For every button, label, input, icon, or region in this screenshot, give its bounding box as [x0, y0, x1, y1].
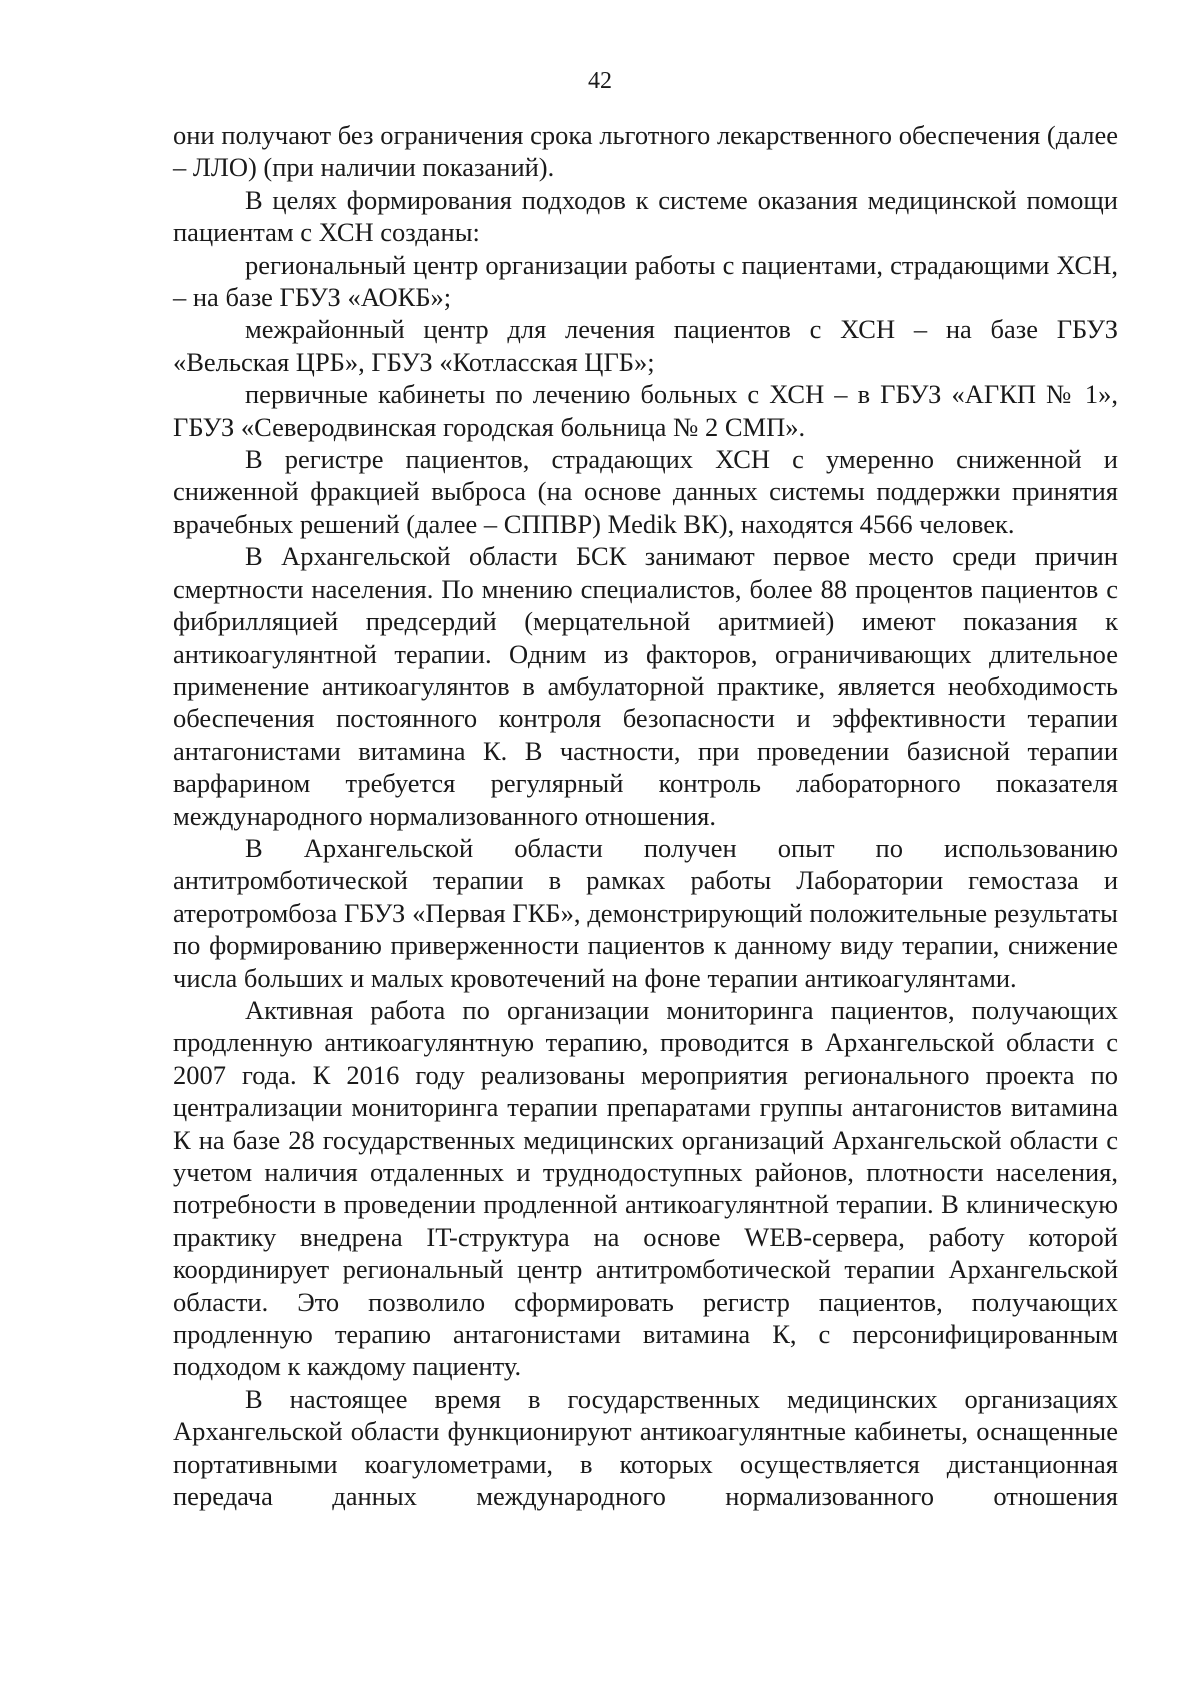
paragraph-monitoring-work: Активная работа по организации мониторинга пациентов, получающих продленную антикоагулянтную терапию, проводится в Архангельской области с 2007 года. К 2016 году реализованы мероприятия регионального проекта по централизации мониторинга терапии препаратами группы антагонистов витамина К на базе 28 государственных медицинских организаций Архангельской области с учетом наличия отдаленных и труднодоступных районов, плотности населения, потребности в проведении продленной антикоагулянтной терапии. В клиническую практику внедрена IT-структура на основе WEB-сервера, работу которой координирует региональный центр антитромботической терапии Архангельской области. Это позволило сформировать регистр пациентов, получающих продленную терапию антагонистами витамина К, с персонифицированным подходом к каждому пациенту. — [173, 994, 1118, 1382]
list-item-interdistrict-center: межрайонный центр для лечения пациентов с ХСН – на базе ГБУЗ «Вельская ЦРБ», ГБУЗ «Котласская ЦГБ»; — [173, 314, 1118, 377]
paragraph-anticoagulant-offices: В настоящее время в государственных медицинских организациях Архангельской области функционируют антикоагулянтные кабинеты, оснащенные портативными коагулометрами, в которых осуществляется дистанционная передача данных международного нормализованного отношения — [173, 1383, 1118, 1512]
paragraph-bsk-mortality: В Архангельской области БСК занимают первое место среди причин смертности населения. По мнению специалистов, более 88 процентов пациентов с фибрилляцией предсердий (мерцательной аритмией) имеют показания к антикоагулянтной терапии. Одним из факторов, ограничивающих длительное применение антикоагулянтов в амбулаторной практике, является необходимость обеспечения постоянного контроля безопасности и эффективности терапии антагонистами витамина К. В частности, при проведении базисной терапии варфарином требуется регулярный контроль лабораторного показателя международного нормализованного отношения. — [173, 541, 1118, 831]
paragraph-hsn-approaches: В целях формирования подходов к системе оказания медицинской помощи пациентам с ХСН созданы: — [173, 184, 1118, 248]
list-item-regional-center: региональный центр организации работы с пациентами, страдающими ХСН, – на базе ГБУЗ «АОКБ»; — [173, 249, 1118, 313]
paragraph-antithrombotic-experience: В Архангельской области получен опыт по использованию антитромботической терапии в рамках работы Лаборатории гемостаза и атеротромбоза ГБУЗ «Первая ГКБ», демонстрирующий положительные результаты по формированию приверженности пациентов к данному виду терапии, снижение числа больших и малых кровотечений на фоне терапии антикоагулянтами. — [173, 832, 1118, 993]
paragraph-llo-continuation: они получают без ограничения срока льготного лекарственного обеспечения (далее – ЛЛО) (при наличии показаний). — [173, 120, 1118, 183]
list-item-primary-offices: первичные кабинеты по лечению больных с ХСН – в ГБУЗ «АГКП № 1», ГБУЗ «Северодвинская городская больница № 2 СМП». — [173, 379, 1118, 442]
page-number: 42 — [588, 68, 612, 94]
paragraph-hsn-register: В регистре пациентов, страдающих ХСН с умеренно сниженной и сниженной фракцией выброса (на основе данных системы поддержки принятия врачебных решений (далее – СППВР) Medik ВК), находятся 4566 человек. — [173, 444, 1118, 539]
document-body — [173, 119, 1118, 1512]
